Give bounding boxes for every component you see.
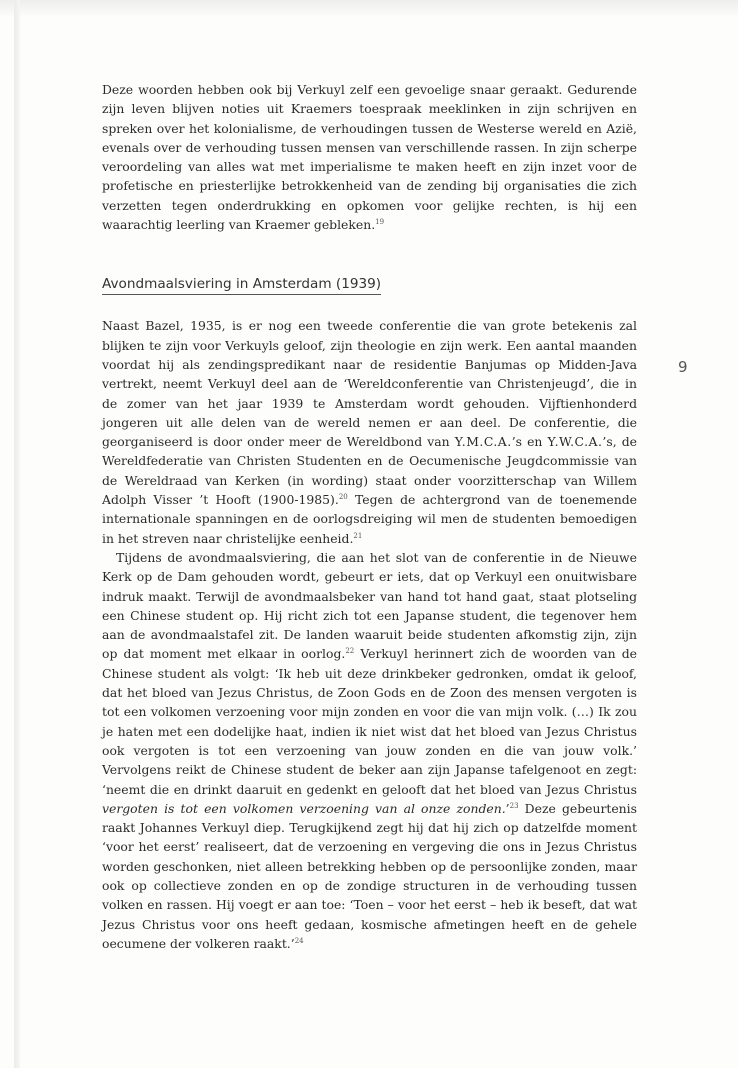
scan-binding-edge bbox=[14, 0, 20, 1068]
abbr-ywca: Y.W.C.A. bbox=[547, 434, 603, 450]
abbr-ymca: Y.M.C.A. bbox=[454, 434, 512, 450]
footnote-ref-20: 20 bbox=[338, 492, 348, 501]
section-heading: Avondmaalsviering in Amsterdam (1939) bbox=[102, 274, 381, 295]
paragraph-1 bbox=[102, 80, 637, 234]
paragraph-3-italic: vergoten is tot een volkomen verzoening van al onze zonden. bbox=[102, 800, 506, 816]
paragraph-3-text-b: Verkuyl herinnert zich de woorden van de Chinese student als volgt: ‘Ik heb uit deze drinkbeker gedronken, omdat ik geloof, dat het bloed van Jezus Christus, de Zoon Gods en de Zoon des mensen vergoten is tot een volkomen verzoening voor mijn zonden en voor die van mijn volk. (…) Ik zou je haten met een dodelijke haat, indien ik niet wist dat het bloed van Jezus Christus ook vergoten is tot een verzoening van jouw zonden en die van jouw volk.’ Vervolgens reikt de Chinese student de beker aan zijn Japanse tafelgenoot en zegt: ‘neemt die en drinkt daaruit en gedenkt en gelooft dat het bloed van Jezus Christus bbox=[102, 646, 637, 797]
paragraph-3-text-c: ’ bbox=[505, 800, 510, 816]
footnote-ref-24: 24 bbox=[294, 936, 304, 945]
paragraph-1-text: Deze woorden hebben ook bij Verkuyl zelf een gevoelige snaar geraakt. Gedurende zijn leven blijven noties uit Kraemers toespraak meeklinken in zijn schrijven en spreken over het kolonialisme, de verhoudingen tussen de Westerse wereld en Azië, evenals over de verhouding tussen mensen van verschillende rassen. In zijn scherpe veroordeling van alles wat met imperialisme te maken heeft en zijn inzet voor de profetische en priesterlijke betrokkenheid van de zending bij organisaties die zich verzetten tegen onderdrukking en opkomen voor gelijke rechten, is hij een waarachtig leerling van Kraemer gebleken. bbox=[102, 82, 637, 233]
page-body bbox=[102, 80, 637, 953]
paragraph-2-text-b: ’s en bbox=[511, 434, 548, 450]
paragraph-3-text-a: Tijdens de avondmaalsviering, die aan het slot van de conferentie in de Nieuwe Kerk op de Dam gehouden wordt, gebeurt er iets, dat op Verkuyl een onuitwisbare indruk maakt. Terwijl de avondmaalsbeker van hand tot hand gaat, staat plotseling een Chinese student op. Hij richt zich tot een Japanse student, die tegenover hem aan de avondmaalstafel zit. De landen waaruit beide studenten afkomstig zijn, zijn op dat moment met elkaar in oorlog. bbox=[102, 549, 637, 662]
footnote-ref-23: 23 bbox=[509, 801, 519, 810]
paragraph-2-text-c: ’s, de Wereldfederatie van Christen Studenten en de Oecumenische Jeugdcommissie van de Wereldraad van Kerken (in wording) staat onder voorzitterschap van Willem Adolph Visser ’t Hooft (1900-1985). bbox=[102, 434, 637, 508]
page-number: 9 bbox=[678, 358, 688, 376]
footnote-ref-19: 19 bbox=[375, 217, 385, 226]
paragraph-3-text-d: Deze gebeurtenis raakt Johannes Verkuyl diep. Terugkijkend zegt hij dat hij zich op datzelfde moment ‘voor het eerst’ realiseert, dat de verzoening en vergeving die ons in Jezus Christus worden geschonken, niet alleen betrekking hebben op de persoonlijke zonden, maar ook op collectieve zonden en op de zondige structuren in de verhouding tussen volken en rassen. Hij voegt er aan toe: ‘Toen – voor het eerst – heb ik beseft, dat wat Jezus Christus voor ons heeft gedaan, kosmische afmetingen heeft en de gehele oecumene der volkeren raakt.’ bbox=[102, 800, 637, 951]
footnote-ref-22: 22 bbox=[345, 647, 355, 656]
paragraph-2-text-a: Naast Bazel, 1935, is er nog een tweede conferentie die van grote betekenis zal blijken te zijn voor Verkuyls geloof, zijn theologie en zijn werk. Een aantal maanden voordat hij als zendingspredikant naar de residentie Banjumas op Midden-Java vertrekt, neemt Verkuyl deel aan de ‘Wereldconferentie van Christenjeugd’, die in de zomer van het jaar 1939 te Amsterdam wordt gehouden. Vijftienhonderd jongeren uit alle delen van de wereld nemen er aan deel. De conferentie, die georganiseerd is door onder meer de Wereldbond van bbox=[102, 318, 637, 450]
paragraph-3 bbox=[102, 548, 637, 953]
paragraph-2 bbox=[102, 316, 637, 548]
paragraph-2-text-d: Tegen de achtergrond van de toenemende internationale spanningen en de oorlogsdreiging wil men de studenten bemoedigen in het streven naar christelijke eenheid. bbox=[102, 492, 638, 546]
scan-shadow-top bbox=[0, 0, 738, 18]
footnote-ref-21: 21 bbox=[353, 531, 363, 540]
